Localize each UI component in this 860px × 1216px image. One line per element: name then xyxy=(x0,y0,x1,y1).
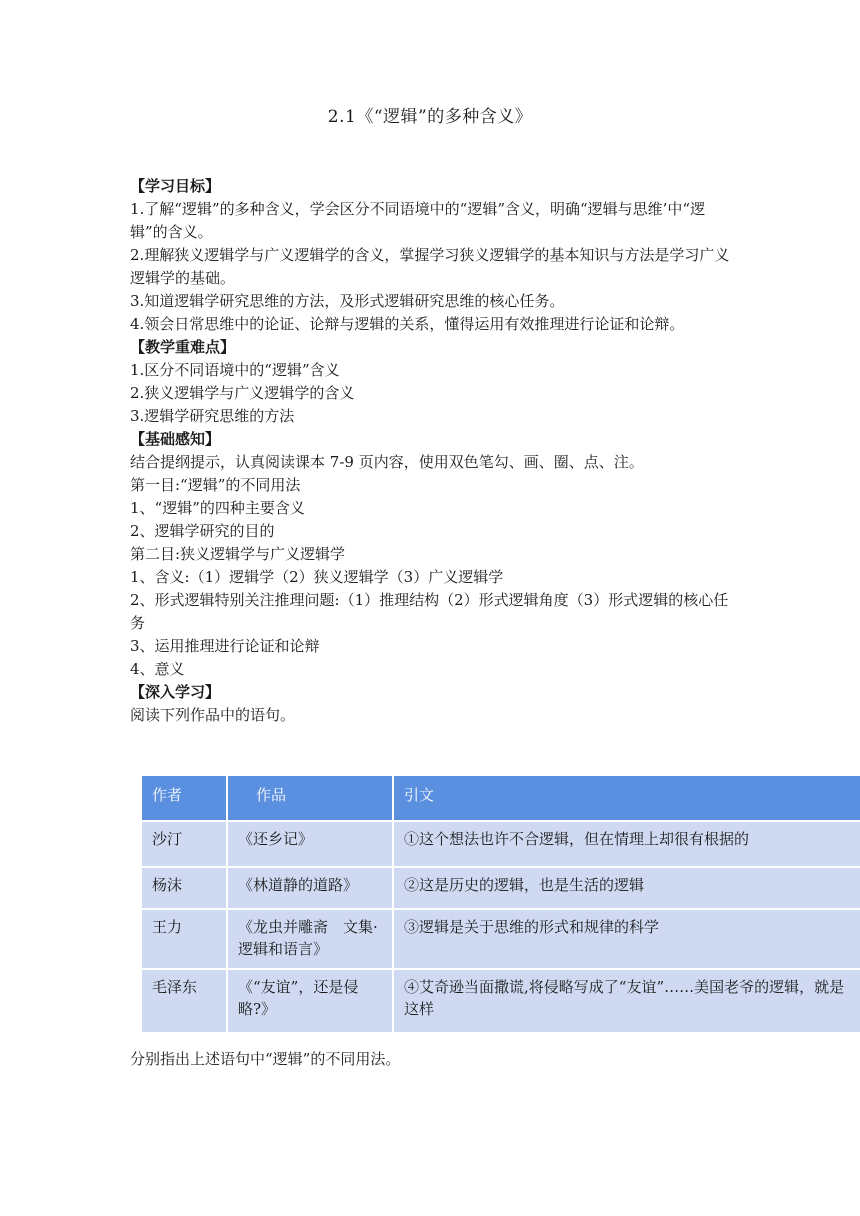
table-row xyxy=(141,821,860,867)
goal-item: 2.理解狭义逻辑学与广义逻辑学的含义，掌握学习狭义逻辑学的基本知识与方法是学习广义逻辑学的基础。 xyxy=(130,246,730,287)
goal-item: 1.了解“逻辑”的多种含义，学会区分不同语境中的“逻辑”含义，明确“逻辑与思维’中“逻辑”的含义。 xyxy=(130,200,706,241)
deep-intro: 阅读下列作品中的语句。 xyxy=(130,706,296,724)
goal-item: 3.知道逻辑学研究思维的方法，及形式逻辑研究思维的核心任务。 xyxy=(130,292,565,310)
difficulty-item: 2.狭义逻辑学与广义逻辑学的含义 xyxy=(130,384,355,402)
quote-table xyxy=(140,774,860,1034)
basics-item: 2、形式逻辑特别关注推理问题:（1）推理结构（2）形式逻辑角度（3）形式逻辑的核心任务 xyxy=(130,591,729,632)
basics-heading: 【基础感知】 xyxy=(130,430,221,448)
header-work: 作品 xyxy=(227,775,393,821)
basics-item: 3、运用推理进行论证和论辩 xyxy=(130,637,320,655)
basics-item: 2、逻辑学研究的目的 xyxy=(130,522,275,540)
question-text: 分别指出上述语句中“逻辑”的不同用法。 xyxy=(130,1050,401,1068)
page-title: 2.1《“逻辑”的多种含义》 xyxy=(327,107,533,127)
basics-item: 1、含义:（1）逻辑学（2）狭义逻辑学（3）广义逻辑学 xyxy=(130,568,504,586)
goals-heading: 【学习目标】 xyxy=(130,177,221,195)
basics-item: 第一目:“逻辑”的不同用法 xyxy=(130,476,301,494)
cell-work: 《“友谊”，还是侵略?》 xyxy=(227,969,393,1033)
cell-author: 杨沫 xyxy=(141,867,227,909)
header-quote: 引文 xyxy=(393,775,860,821)
cell-quote: ①这个想法也许不合逻辑，但在情理上却很有根据的 xyxy=(393,821,860,867)
cell-author: 王力 xyxy=(141,909,227,969)
quote-table-container xyxy=(140,774,860,1034)
basics-item: 结合提纲提示，认真阅读课本 7-9 页内容，使用双色笔勾、画、圈、点、注。 xyxy=(130,453,644,471)
deep-heading: 【深入学习】 xyxy=(130,683,221,701)
cell-quote: ④艾奇逊当面撒谎,将侵略写成了“友谊”……美国老爷的逻辑，就是这样 xyxy=(393,969,860,1033)
cell-author: 毛泽东 xyxy=(141,969,227,1033)
table-header-row xyxy=(141,775,860,821)
table-row xyxy=(141,909,860,969)
difficulty-heading: 【教学重难点】 xyxy=(130,338,236,356)
basics-item: 4、意义 xyxy=(130,660,185,678)
cell-work: 《还乡记》 xyxy=(227,821,393,867)
cell-author: 沙汀 xyxy=(141,821,227,867)
table-row xyxy=(141,867,860,909)
document-body xyxy=(130,175,735,727)
basics-item: 第二目:狭义逻辑学与广义逻辑学 xyxy=(130,545,346,563)
cell-quote: ③逻辑是关于思维的形式和规律的科学 xyxy=(393,909,860,969)
cell-work: 《林道静的道路》 xyxy=(227,867,393,909)
difficulty-item: 3.逻辑学研究思维的方法 xyxy=(130,407,295,425)
difficulty-item: 1.区分不同语境中的“逻辑”含义 xyxy=(130,361,340,379)
goal-item: 4.领会日常思维中的论证、论辩与逻辑的关系，懂得运用有效推理进行论证和论辩。 xyxy=(130,315,685,333)
header-author: 作者 xyxy=(141,775,227,821)
basics-item: 1、“逻辑”的四种主要含义 xyxy=(130,499,305,517)
table-row xyxy=(141,969,860,1033)
cell-quote: ②这是历史的逻辑，也是生活的逻辑 xyxy=(393,867,860,909)
cell-work: 《龙虫并雕斋 文集·逻辑和语言》 xyxy=(227,909,393,969)
